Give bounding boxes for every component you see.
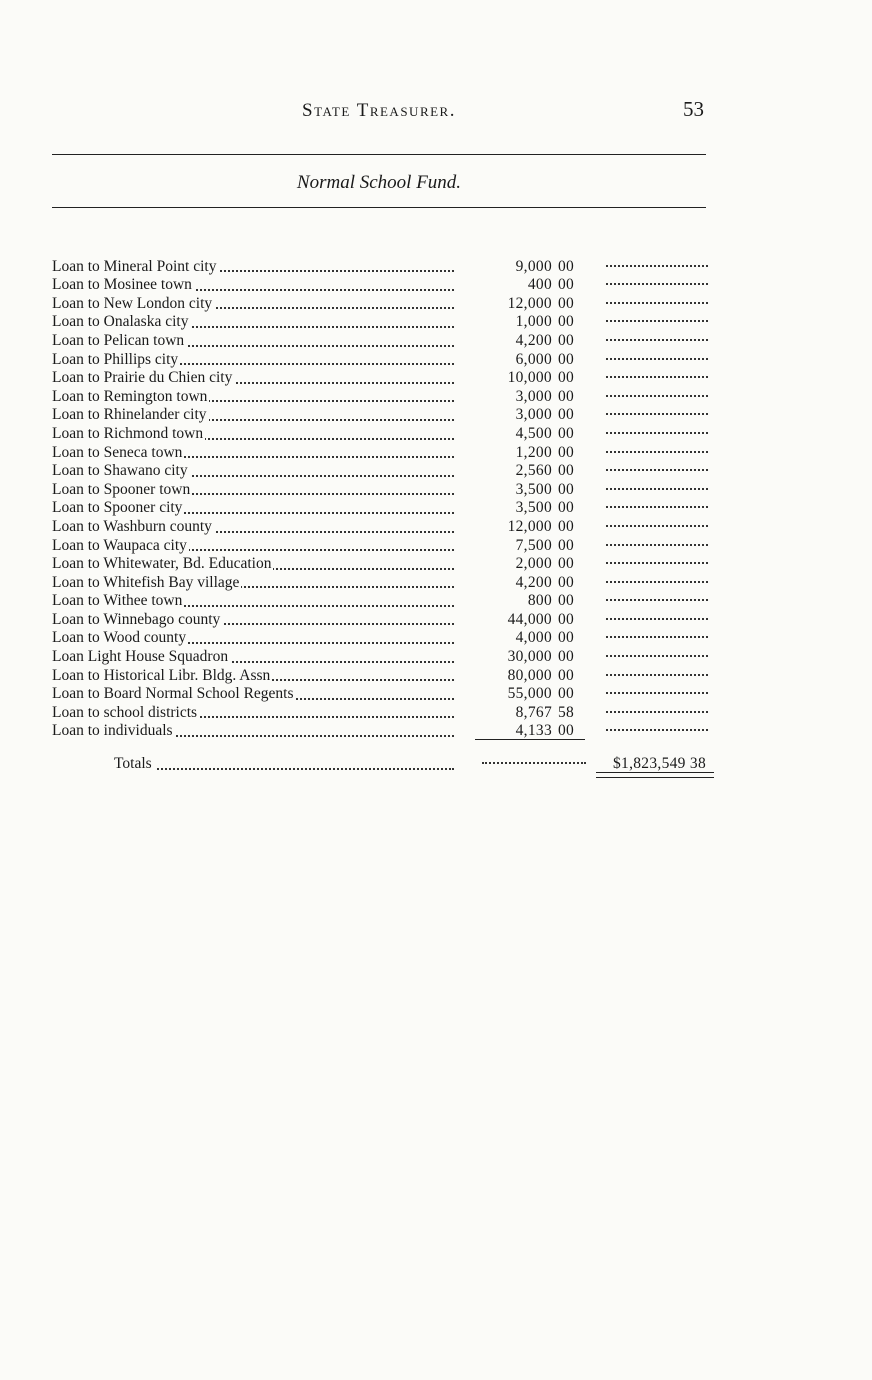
loan-amount (454, 295, 588, 314)
totals-row (52, 748, 714, 773)
loan-amount (454, 406, 588, 425)
loan-amount (454, 462, 588, 481)
loan-label: Loan to school districts (52, 703, 198, 721)
dot-filler (606, 605, 708, 624)
loan-description-cell (52, 685, 454, 704)
dot-filler (606, 289, 708, 308)
loan-amount (454, 629, 588, 648)
loan-description-cell (52, 351, 454, 370)
loan-dollars: 7,500 (515, 536, 552, 554)
loan-description-cell (52, 406, 454, 425)
loan-amount (454, 611, 588, 630)
loan-description-cell (52, 704, 454, 723)
loan-label: Loan to Pelican town (52, 331, 185, 349)
loan-dollars: 9,000 (515, 257, 552, 275)
loan-description-cell (52, 369, 454, 388)
loan-label: Loan to Winnebago county (52, 610, 221, 628)
dot-filler (606, 475, 708, 494)
dot-leader (606, 395, 708, 397)
dot-filler (606, 587, 708, 606)
loan-amount (454, 444, 588, 463)
loan-cents: 00 (558, 313, 575, 331)
loan-description-cell (52, 629, 454, 648)
loan-cents: 00 (558, 443, 575, 461)
loan-description-cell (52, 537, 454, 556)
dot-filler (606, 401, 708, 420)
loan-cents: 00 (558, 666, 575, 684)
loan-description-cell (52, 499, 454, 518)
loan-description-cell (52, 276, 454, 295)
loan-dollars: 4,000 (515, 629, 552, 647)
loan-amount (454, 388, 588, 407)
loan-cents: 00 (558, 629, 575, 647)
dot-filler (606, 661, 708, 680)
dot-leader (606, 655, 708, 657)
loan-label: Loan to Shawano city (52, 462, 188, 480)
loan-amount (454, 722, 588, 741)
loan-label: Loan to Spooner town (52, 480, 191, 498)
dot-leader (606, 729, 708, 731)
loan-label: Loan to Mosinee town (52, 276, 192, 294)
loan-description-cell (52, 648, 454, 667)
loan-amount (454, 481, 588, 500)
loan-label: Loan to individuals (52, 722, 173, 740)
dot-filler (606, 698, 708, 717)
loan-cents: 00 (558, 480, 575, 498)
totals-dot-filler (482, 748, 586, 768)
loan-amount (454, 276, 588, 295)
dot-leader (606, 320, 708, 322)
loan-description-cell (52, 574, 454, 593)
loan-amount (454, 574, 588, 593)
loan-dollars: 12,000 (507, 517, 552, 535)
loan-label: Loan to Whitefish Bay village (52, 573, 240, 591)
page-header (52, 97, 706, 128)
loan-cents: 00 (558, 462, 575, 480)
section-title: Normal School Fund. (296, 172, 462, 193)
dot-leader (606, 711, 708, 713)
loan-amount (454, 518, 588, 537)
loan-dollars: 3,000 (515, 406, 552, 424)
loan-label: Loan to Whitewater, Bd. Education (52, 555, 272, 573)
loan-cents: 00 (558, 499, 575, 517)
loan-cents: 00 (558, 369, 575, 387)
loan-cents: 00 (558, 722, 575, 740)
dot-leader (606, 544, 708, 546)
dot-filler (606, 345, 708, 364)
loan-amount (454, 555, 588, 574)
bottom-rule (52, 207, 706, 208)
loan-amount (454, 704, 588, 723)
loan-cents: 00 (558, 387, 575, 405)
loan-description-cell (52, 518, 454, 537)
totals-label: Totals (114, 755, 156, 772)
loan-dollars: 2,000 (515, 555, 552, 573)
dot-leader (606, 636, 708, 638)
loan-cents: 00 (558, 406, 575, 424)
loan-description-cell (52, 313, 454, 332)
dot-filler (606, 494, 708, 513)
loan-cents: 00 (558, 257, 575, 275)
loan-cents: 00 (558, 555, 575, 573)
loan-label: Loan to Historical Libr. Bldg. Assn (52, 666, 271, 684)
dot-leader (606, 358, 708, 360)
loan-dollars: 55,000 (507, 685, 552, 703)
dot-leader (606, 451, 708, 453)
loan-amount (454, 332, 588, 351)
loan-label: Loan to Waupaca city (52, 536, 187, 554)
dot-leader (606, 339, 708, 341)
loan-amount (454, 667, 588, 686)
loan-amount (454, 537, 588, 556)
loan-dollars: 3,500 (515, 499, 552, 517)
loan-label: Loan to Onalaska city (52, 313, 189, 331)
loan-ledger (52, 252, 714, 778)
loan-dollars: 6,000 (515, 350, 552, 368)
loan-amount (454, 369, 588, 388)
loan-label: Loan Light House Squadron (52, 648, 229, 666)
dot-filler (606, 252, 708, 271)
loan-rows (52, 252, 714, 740)
loan-dollars: 800 (527, 592, 552, 610)
loan-label: Loan to Rhinelander city (52, 406, 207, 424)
dot-filler (606, 308, 708, 327)
loan-label: Loan to Phillips city (52, 350, 179, 368)
loan-description-cell (52, 611, 454, 630)
loan-cents: 00 (558, 610, 575, 628)
dot-leader (114, 768, 454, 770)
loan-cents: 00 (558, 276, 575, 294)
dot-leader (606, 469, 708, 471)
dot-leader (606, 432, 708, 434)
loan-description-cell (52, 667, 454, 686)
loan-description-cell (52, 425, 454, 444)
dot-leader (606, 376, 708, 378)
running-title: State Treasurer. (302, 100, 456, 121)
loan-dollars: 1,000 (515, 313, 552, 331)
loan-description-cell (52, 444, 454, 463)
loan-dollars: 4,500 (515, 424, 552, 442)
dot-leader (606, 674, 708, 676)
loan-amount (454, 351, 588, 370)
loan-dollars: 44,000 (507, 610, 552, 628)
loan-dollars: 1,200 (515, 443, 552, 461)
loan-label: Loan to Spooner city (52, 499, 183, 517)
loan-dollars: 80,000 (507, 666, 552, 684)
loan-amount (454, 499, 588, 518)
loan-amount (454, 648, 588, 667)
dot-leader (606, 265, 708, 267)
dot-filler (606, 364, 708, 383)
dot-leader (606, 413, 708, 415)
loan-cents: 00 (558, 294, 575, 312)
loan-amount (454, 592, 588, 611)
dot-filler (606, 382, 708, 401)
loan-description-cell (52, 592, 454, 611)
loan-label: Loan to Washburn county (52, 517, 212, 535)
dot-filler (606, 326, 708, 345)
loan-cents: 58 (558, 703, 575, 721)
dot-filler (606, 624, 708, 643)
loan-description-cell (52, 295, 454, 314)
loan-dollars: 12,000 (507, 294, 552, 312)
dot-leader (606, 618, 708, 620)
loan-description-cell (52, 332, 454, 351)
loan-cents: 00 (558, 536, 575, 554)
loan-description-cell (52, 481, 454, 500)
loan-amount (454, 685, 588, 704)
dot-filler (606, 642, 708, 661)
loan-label: Loan to Seneca town (52, 443, 183, 461)
table-row (52, 252, 714, 275)
dot-filler (606, 568, 708, 587)
loan-amount (454, 425, 588, 444)
loan-dollars: 30,000 (507, 648, 552, 666)
dot-filler (606, 550, 708, 569)
loan-label: Loan to Wood county (52, 629, 187, 647)
dot-filler (606, 512, 708, 531)
loan-cents: 00 (558, 424, 575, 442)
loan-label: Loan to Remington town (52, 387, 208, 405)
dot-filler (606, 717, 708, 736)
loan-amount (454, 258, 588, 277)
loan-dollars: 2,560 (515, 462, 552, 480)
dot-leader (606, 283, 708, 285)
loan-description-cell (52, 462, 454, 481)
loan-label: Loan to New London city (52, 294, 213, 312)
loan-cents: 00 (558, 648, 575, 666)
dot-leader (606, 302, 708, 304)
page-number: 53 (683, 97, 704, 121)
loan-dollars: 4,200 (515, 331, 552, 349)
loan-cents: 00 (558, 685, 575, 703)
loan-cents: 00 (558, 350, 575, 368)
loan-cents: 00 (558, 517, 575, 535)
top-rule (52, 154, 706, 155)
dot-leader (482, 762, 586, 764)
loan-description-cell (52, 555, 454, 574)
loan-dollars: 4,133 (515, 722, 552, 740)
loan-dollars: 3,000 (515, 387, 552, 405)
dot-filler (606, 419, 708, 438)
loan-dollars: 3,500 (515, 480, 552, 498)
dot-leader (606, 506, 708, 508)
dot-leader (606, 525, 708, 527)
loan-label: Loan to Mineral Point city (52, 257, 217, 275)
dot-filler (606, 438, 708, 457)
dot-leader (606, 599, 708, 601)
dot-leader (606, 562, 708, 564)
totals-label-cell (52, 754, 454, 774)
loan-label: Loan to Prairie du Chien city (52, 369, 233, 387)
loan-amount (454, 313, 588, 332)
loan-dollars: 8,767 (515, 703, 552, 721)
dot-filler (606, 457, 708, 476)
dot-filler (606, 531, 708, 550)
loan-dollars: 4,200 (515, 573, 552, 591)
loan-description-cell (52, 258, 454, 277)
loan-label: Loan to Withee town (52, 592, 183, 610)
loan-label: Loan to Board Normal School Regents (52, 685, 294, 703)
totals-value: $1,823,549 38 (612, 755, 706, 773)
dot-leader (606, 488, 708, 490)
loan-dollars: 10,000 (507, 369, 552, 387)
dot-leader (606, 692, 708, 694)
loan-description-cell (52, 388, 454, 407)
dot-leader (606, 581, 708, 583)
loan-cents: 00 (558, 592, 575, 610)
loan-dollars: 400 (527, 276, 552, 294)
dot-filler (606, 680, 708, 699)
loan-label: Loan to Richmond town (52, 424, 204, 442)
dot-filler (606, 271, 708, 290)
loan-cents: 00 (558, 573, 575, 591)
loan-description-cell (52, 722, 454, 741)
loan-cents: 00 (558, 331, 575, 349)
